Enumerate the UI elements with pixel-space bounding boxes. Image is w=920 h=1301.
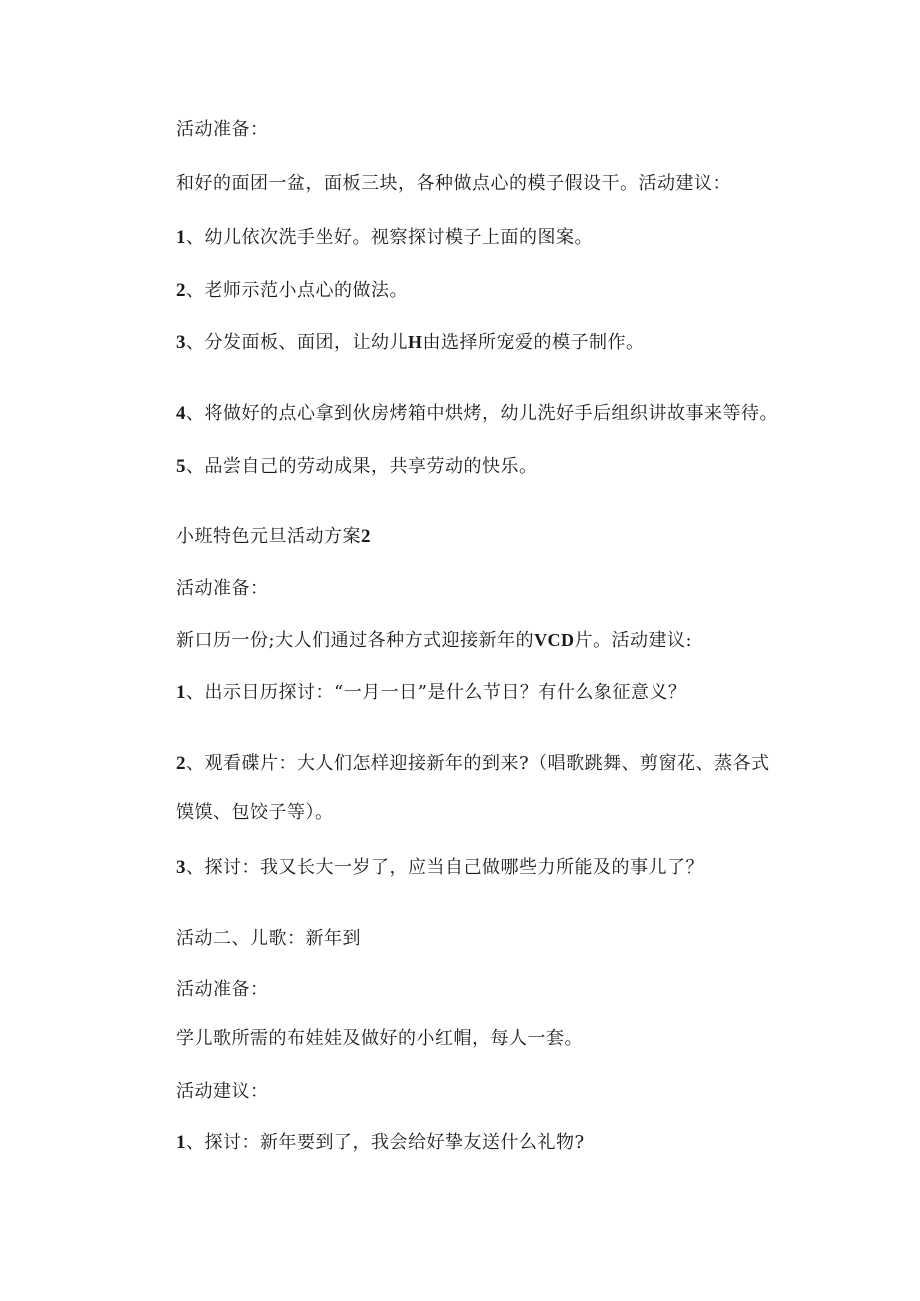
list-number: 3 — [176, 332, 186, 353]
section-title: 活动二、儿歌：新年到 — [176, 928, 361, 949]
list-number: 5 — [176, 456, 186, 477]
list-item: 2、观看碟片：大人们怎样迎接新年的到来?（唱歌跳舞、剪窗花、蒸各式 — [176, 753, 770, 774]
list-item: 3、分发面板、面团，让幼儿H由选择所宠爱的模子制作。 — [176, 332, 645, 353]
section-heading: 活动准备： — [176, 578, 269, 599]
list-item: 1、出示日历探讨：“一月一日”是什么节日？有什么象征意义？ — [176, 682, 687, 703]
section-title: 小班特色元旦活动方案2 — [176, 526, 371, 547]
list-number: 1 — [176, 227, 186, 248]
list-item: 3、探讨：我又长大一岁了，应当自己做哪些力所能及的事儿了？ — [176, 857, 704, 878]
section-heading: 活动准备： — [176, 119, 269, 140]
list-item: 2、老师示范小点心的做法。 — [176, 280, 408, 301]
section-heading: 活动建议： — [176, 1081, 269, 1102]
paragraph: 和好的面团一盆，面板三块，各种做点心的模子假设干。活动建议： — [176, 173, 731, 194]
list-item: 1、幼儿依次洗手坐好。视察探讨模子上面的图案。 — [176, 227, 593, 248]
list-number: 2 — [176, 753, 186, 774]
list-number: 1 — [176, 1132, 186, 1153]
list-number: 2 — [176, 280, 186, 301]
list-number: 4 — [176, 403, 186, 424]
list-item: 1、探讨：新年要到了，我会给好挚友送什么礼物? — [176, 1132, 585, 1153]
section-heading: 活动准备： — [176, 979, 269, 1000]
list-item: 4、将做好的点心拿到伙房烤箱中烘烤，幼儿洗好手后组织讲故事来等待。 — [176, 403, 778, 424]
paragraph: 学儿歌所需的布娃娃及做好的小红帽，每人一套。 — [176, 1028, 583, 1049]
paragraph-continuation: 馍馍、包饺子等）。 — [176, 802, 334, 823]
list-number: 1 — [176, 682, 186, 703]
list-number: 3 — [176, 857, 186, 878]
list-item: 5、品尝自己的劳动成果，共享劳动的快乐。 — [176, 456, 538, 477]
paragraph: 新口历一份;大人们通过各种方式迎接新年的VCD片。活动建议: — [176, 630, 693, 651]
